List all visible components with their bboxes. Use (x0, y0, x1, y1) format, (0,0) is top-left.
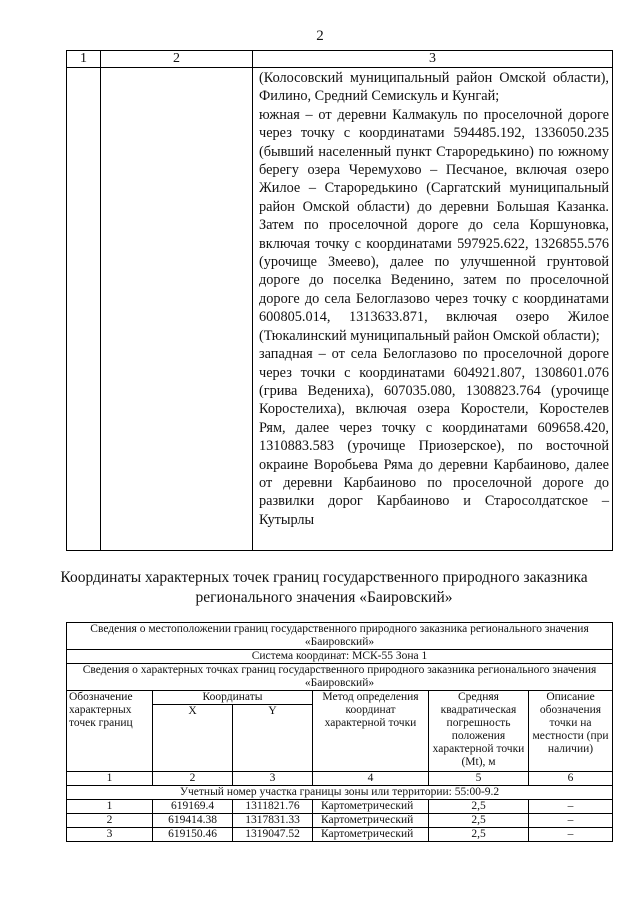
col-description: Описание обозначения точки на местности (при наличии) (529, 691, 613, 772)
table-row (67, 800, 613, 814)
registry-row (67, 786, 613, 800)
col-coordinates: Координаты (153, 691, 313, 705)
point-error: 2,5 (429, 828, 529, 842)
registry-number: Учетный номер участка границы зоны или территории: 55:00-9.2 (67, 786, 613, 800)
col-number: 6 (529, 772, 613, 786)
header-row (67, 51, 613, 68)
section-heading: Координаты характерных точек границ государственного природного заказника регионального значения «Баировский» (60, 569, 588, 606)
col-number: 4 (313, 772, 429, 786)
header-cell-1: 1 (67, 51, 101, 68)
info-title-row (67, 623, 613, 650)
col-number: 1 (67, 772, 153, 786)
point-description: – (529, 800, 613, 814)
col-y: Y (233, 705, 313, 772)
column-number-row (67, 772, 613, 786)
boundary-text-cell (253, 68, 613, 551)
coordinate-system: Система координат: МСК-55 Зона 1 (67, 650, 613, 664)
col-number: 2 (153, 772, 233, 786)
point-method: Картометрический (313, 800, 429, 814)
point-description: – (529, 814, 613, 828)
system-row (67, 650, 613, 664)
empty-cell-1 (67, 68, 101, 551)
point-x: 619150.46 (153, 828, 233, 842)
points-title: Сведения о характерных точках границ государственного природного заказника регионального значения «Баировский» (67, 664, 613, 691)
col-error: Средняя квадратическая погрешность положения характерной точки (Mt), м (429, 691, 529, 772)
col-method: Метод определения координат характерной точки (313, 691, 429, 772)
info-title: Сведения о местоположении границ государственного природного заказника регионального значения «Баировский» (67, 623, 613, 650)
point-description: – (529, 828, 613, 842)
point-y: 1311821.76 (233, 800, 313, 814)
column-header-row (67, 691, 613, 705)
point-x: 619414.38 (153, 814, 233, 828)
col-designation: Обозначение характерных точек границ (67, 691, 153, 772)
point-number: 1 (67, 800, 153, 814)
empty-cell-2 (101, 68, 253, 551)
point-y: 1319047.52 (233, 828, 313, 842)
paragraph-south-boundary: южная – от деревни Калмакуль по проселочной дороге через точку с координатами 594485.192, 1336050.235 (бывший населенный пункт Староредькино) по южному берегу озера Черемухово – Песчаное, включая озеро Жилое – Староредькино (Саргатский муниципальный район Омской области) до деревни Большая Казанка. Затем по проселочной дороге до села Коршуновка, включая точку с координатами 597925.622, 1326855.576 (урочище Змеево), далее по улучшенной грунтовой дороге до поселка Веденино, затем по проселочной дороге до села Белоглазово через точку с координатами 600805.014, 1313633.871, включая озеро Жилое (Тюкалинский муниципальный район Омской области); (259, 106, 609, 344)
header-cell-3: 3 (253, 51, 613, 68)
point-method: Картометрический (313, 814, 429, 828)
content-row (67, 68, 613, 551)
table-row (67, 814, 613, 828)
point-number: 3 (67, 828, 153, 842)
col-number: 5 (429, 772, 529, 786)
header-cell-2: 2 (101, 51, 253, 68)
paragraph-north-continuation: (Колосовский муниципальный район Омской области), Филино, Средний Семискуль и Кунгай; (259, 70, 609, 105)
col-x: X (153, 705, 233, 772)
point-y: 1317831.33 (233, 814, 313, 828)
col-number: 3 (233, 772, 313, 786)
table-row (67, 828, 613, 842)
page-number: 2 (316, 28, 324, 44)
points-title-row (67, 664, 613, 691)
point-x: 619169.4 (153, 800, 233, 814)
paragraph-west-boundary: западная – от села Белоглазово по проселочной дороге через точки с координатами 604921.807, 1308601.076 (грива Ведениха), 607035.080, 1308823.764 (урочище Коростелиха), включая озера Коростели, Коростелев Рям, далее через точку с координатами 609658.420, 1310883.583 (урочище Приозерское), по восточной окраине Воробьева Ряма до деревни Карбаиново, далее от деревни Карбаиново по проселочной дороге до развилки дорог Карбаиново и Старосолдатское – Кутырлы (259, 346, 609, 528)
point-method: Картометрический (313, 828, 429, 842)
coordinates-table (66, 622, 613, 842)
boundary-description-table (66, 50, 613, 551)
point-error: 2,5 (429, 800, 529, 814)
point-number: 2 (67, 814, 153, 828)
point-error: 2,5 (429, 814, 529, 828)
